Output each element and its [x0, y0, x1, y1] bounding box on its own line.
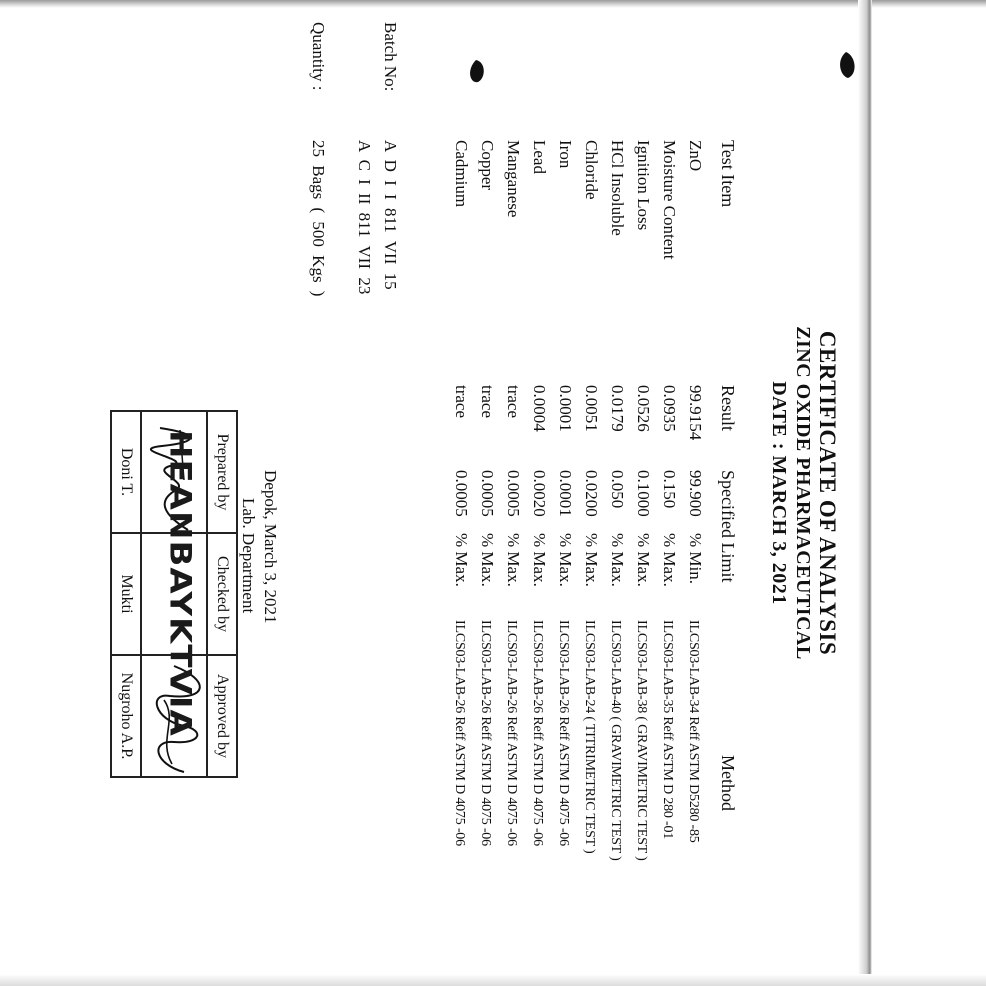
- table-cell-result: 0.0935: [660, 385, 679, 432]
- approved-by-header: Approved by: [207, 655, 237, 777]
- table-cell-unit: % Max.: [660, 533, 679, 587]
- table-cell-method: ILCS03-LAB-26 Reff ASTM D 4075 -06: [478, 620, 493, 846]
- table-cell-item: ZnO: [686, 140, 705, 172]
- table-cell-limit: 0.1000: [634, 470, 653, 517]
- table-cell-limit: 0.0005: [504, 470, 523, 517]
- table-cell-unit: % Max.: [530, 533, 549, 587]
- table-cell-limit: 0.0005: [452, 470, 471, 517]
- table-cell-item: Cadmium: [452, 140, 471, 208]
- department: Lab. Department: [239, 498, 258, 614]
- batch-value-2: A C I II 811 VII 23: [355, 140, 374, 295]
- table-cell-unit: % Max.: [478, 533, 497, 587]
- header-result: Result: [718, 385, 738, 432]
- stamp-signature: HEANBAYKTVIA: [163, 430, 197, 737]
- header-specified-limit: Specified Limit: [718, 470, 738, 583]
- table-cell-limit: 0.0001: [556, 470, 575, 517]
- table-cell-method: ILCS03-LAB-26 Reff ASTM D 4075 -06: [452, 620, 467, 846]
- table-cell-limit: 0.0020: [530, 470, 549, 517]
- table-cell-item: Moisture Content: [660, 140, 679, 260]
- table-cell-item: Copper: [478, 140, 497, 191]
- quantity-label: Quantity :: [309, 22, 328, 91]
- table-cell-method: ILCS03-LAB-26 Reff ASTM D 4075 -06: [530, 620, 545, 846]
- table-cell-method: ILCS03-LAB-40 ( GRAVIMETRIC TEST ): [608, 620, 623, 861]
- header-test-item: Test Item: [718, 140, 738, 208]
- table-cell-unit: % Max.: [608, 533, 627, 587]
- ink-blot: [466, 58, 486, 84]
- prepared-by-name: Doni T.: [111, 411, 141, 533]
- certificate-sheet: [18, 0, 878, 986]
- table-cell-unit: % Max.: [634, 533, 653, 587]
- checked-by-name: Mukti: [111, 533, 141, 655]
- table-cell-method: ILCS03-LAB-26 Reff ASTM D 4075 -06: [556, 620, 571, 846]
- header-method: Method: [718, 755, 738, 811]
- prepared-by-header: Prepared by: [207, 411, 237, 533]
- table-cell-result: 99.9154: [686, 385, 705, 441]
- batch-value-1: A D I I 811 VII 15: [381, 140, 400, 290]
- ink-blot: [836, 50, 858, 80]
- table-cell-result: 0.0526: [634, 385, 653, 432]
- document-date: DATE : MARCH 3, 2021: [768, 381, 790, 605]
- table-cell-limit: 0.0005: [478, 470, 497, 517]
- table-cell-method: ILCS03-LAB-24 ( TITRIMETRIC TEST ): [582, 620, 597, 854]
- table-cell-unit: % Max.: [556, 533, 575, 587]
- table-cell-unit: % Max.: [452, 533, 471, 587]
- table-cell-limit: 0.0200: [582, 470, 601, 517]
- approved-by-name: Nugroho A.P.: [111, 655, 141, 777]
- quantity-value: 25 Bags ( 500 Kgs ): [309, 140, 328, 297]
- document-title: CERTIFICATE OF ANALYSIS: [815, 330, 840, 656]
- table-cell-item: HCl Insoluble: [608, 140, 627, 236]
- table-cell-limit: 0.050: [608, 470, 627, 509]
- table-cell-result: 0.0001: [556, 385, 575, 432]
- table-cell-item: Ignition Loss: [634, 140, 653, 231]
- table-cell-method: ILCS03-LAB-38 ( GRAVIMETRIC TEST ): [634, 620, 649, 861]
- table-cell-result: 0.0004: [530, 385, 549, 432]
- table-cell-method: ILCS03-LAB-26 Reff ASTM D 4075 -06: [504, 620, 519, 846]
- table-cell-unit: % Max.: [504, 533, 523, 587]
- table-cell-result: 0.0179: [608, 385, 627, 432]
- table-cell-method: ILCS03-LAB-34 Reff ASTM D5280 -85: [686, 620, 701, 843]
- checked-by-header: Checked by: [207, 533, 237, 655]
- table-cell-item: Iron: [556, 140, 575, 169]
- table-cell-result: trace: [452, 385, 471, 419]
- batch-label: Batch No:: [381, 22, 400, 92]
- table-cell-result: trace: [478, 385, 497, 419]
- table-cell-item: Chloride: [582, 140, 601, 200]
- place-date: Depok, March 3, 2021: [261, 470, 280, 624]
- table-cell-item: Manganese: [504, 140, 523, 218]
- table-cell-result: trace: [504, 385, 523, 419]
- table-cell-limit: 99.900: [686, 470, 705, 517]
- table-cell-item: Lead: [530, 140, 549, 174]
- table-cell-limit: 0.150: [660, 470, 679, 509]
- product-name: ZINC OXIDE PHARMACEUTICAL: [792, 326, 814, 660]
- table-cell-unit: % Max.: [582, 533, 601, 587]
- table-cell-unit: % Min.: [686, 533, 705, 584]
- table-cell-result: 0.0051: [582, 385, 601, 432]
- table-cell-method: ILCS03-LAB-35 Reff ASTM D 280 -01: [660, 620, 675, 840]
